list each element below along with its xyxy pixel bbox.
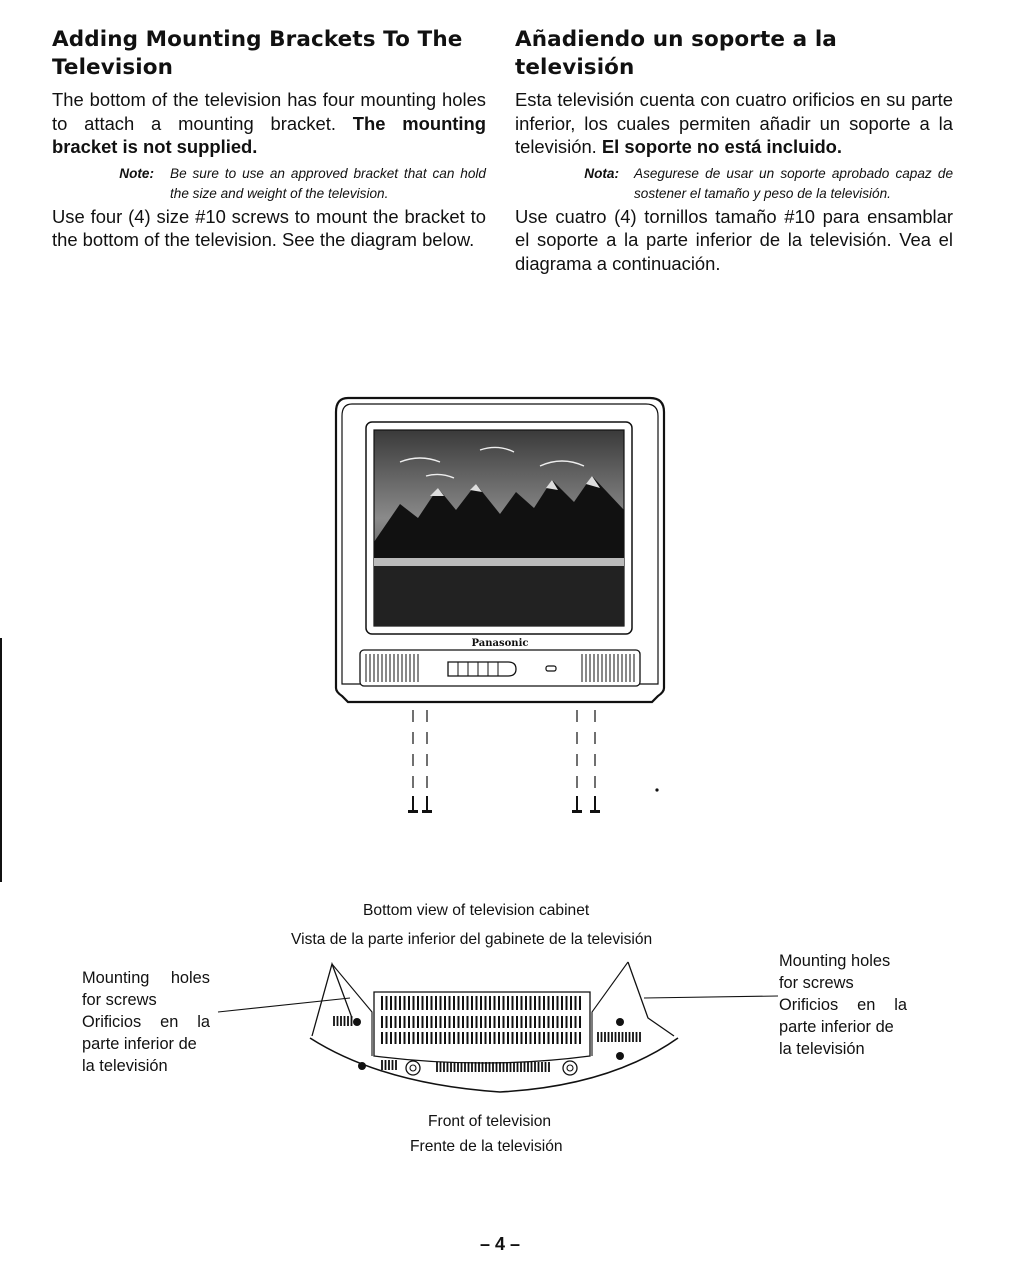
right-callout-en-line1: Mounting holes [779, 952, 891, 970]
bottom-view-diagram [212, 952, 786, 1108]
english-intro [52, 88, 486, 159]
left-callout-es-c: la [197, 1013, 210, 1031]
tv-illustration [330, 392, 670, 822]
right-callout-es-line3: la televisión [779, 1040, 865, 1058]
right-callout-es-c: la [894, 996, 907, 1014]
english-note [52, 164, 486, 204]
left-callout-es-line2: parte inferior de [82, 1035, 197, 1053]
spanish-heading: Añadiendo un soporte a la televisión [515, 27, 837, 80]
english-note-text: Be sure to use an approved bracket that can hold the size and weight of the television. [170, 165, 486, 201]
left-leader-line [218, 998, 350, 1012]
screw-guide-lines [413, 710, 595, 792]
spanish-note-label: Nota: [584, 165, 619, 181]
left-callout-es-b: en [160, 1013, 179, 1031]
screw [590, 796, 600, 813]
cabinet-foot [567, 1065, 573, 1071]
english-intro-text: The bottom of the television has four mounting holes to attach a mounting bracket. [52, 89, 486, 134]
mounting-hole [353, 1018, 361, 1026]
tv-screen-foreground [374, 566, 624, 626]
mounting-hole [616, 1052, 624, 1060]
spanish-intro [515, 88, 953, 159]
screw [572, 796, 582, 813]
mounting-screws [408, 796, 600, 813]
english-section [52, 26, 486, 252]
left-callout [82, 967, 210, 1077]
right-callout-es-line2: parte inferior de [779, 1018, 894, 1036]
english-note-label: Note: [119, 165, 154, 181]
right-callout-es-b: en [857, 996, 876, 1014]
english-heading: Adding Mounting Brackets To The Television [52, 27, 463, 80]
right-leader-line [644, 996, 778, 998]
right-callout-es-a: Orificios [779, 996, 839, 1014]
front-caption-es: Frente de la televisión [410, 1138, 563, 1155]
spanish-note-text: Asegurese de usar un soporte aprobado capaz de sostener el tamaño y peso de la televisión. [634, 165, 953, 201]
english-instructions: Use four (4) size #10 screws to mount the bracket to the bottom of the television. See the diagram below. [52, 205, 486, 250]
front-caption-en: Front of television [428, 1113, 552, 1130]
spanish-intro-bold: El soporte no está incluido. [601, 136, 843, 157]
mounting-hole [358, 1062, 366, 1070]
spanish-note [515, 164, 953, 204]
left-callout-es-a: Orificios [82, 1013, 142, 1031]
page-number: – 4 – [479, 1234, 521, 1254]
spanish-instructions: Use cuatro (4) tornillos tamaño #10 para ensamblar el soporte a la parte inferior de la televisión. Vea el diagrama a continuación. [515, 205, 953, 274]
tv-screen-lake [374, 558, 624, 566]
tv-power-indicator [546, 666, 556, 671]
spanish-intro-text: Esta televisión cuenta con cuatro orificios en su parte inferior, los cuales permiten añadir un soporte a la televisión. [515, 89, 953, 157]
bottom-view-caption-es: Vista de la parte inferior del gabinete de la televisión [291, 931, 653, 948]
spanish-section [515, 26, 953, 275]
cabinet-side-left [332, 964, 372, 1056]
left-callout-en-a: Mounting [82, 969, 150, 987]
english-intro-bold: The mounting bracket is not supplied. [52, 112, 486, 157]
bottom-view-caption-en: Bottom view of television cabinet [363, 902, 590, 919]
screw [408, 796, 418, 813]
page-margin-line [0, 638, 2, 882]
cabinet-foot [410, 1065, 416, 1071]
left-callout-en-line2: for screws [82, 991, 157, 1009]
tv-brand-logo: Panasonic [471, 638, 529, 649]
left-callout-en-b: holes [170, 969, 210, 987]
stray-dot [655, 788, 658, 791]
left-callout-es-line3: la televisión [82, 1057, 168, 1075]
screw [422, 796, 432, 813]
right-callout [779, 950, 907, 1060]
mounting-hole [616, 1018, 624, 1026]
right-callout-en-line2: for screws [779, 974, 854, 992]
